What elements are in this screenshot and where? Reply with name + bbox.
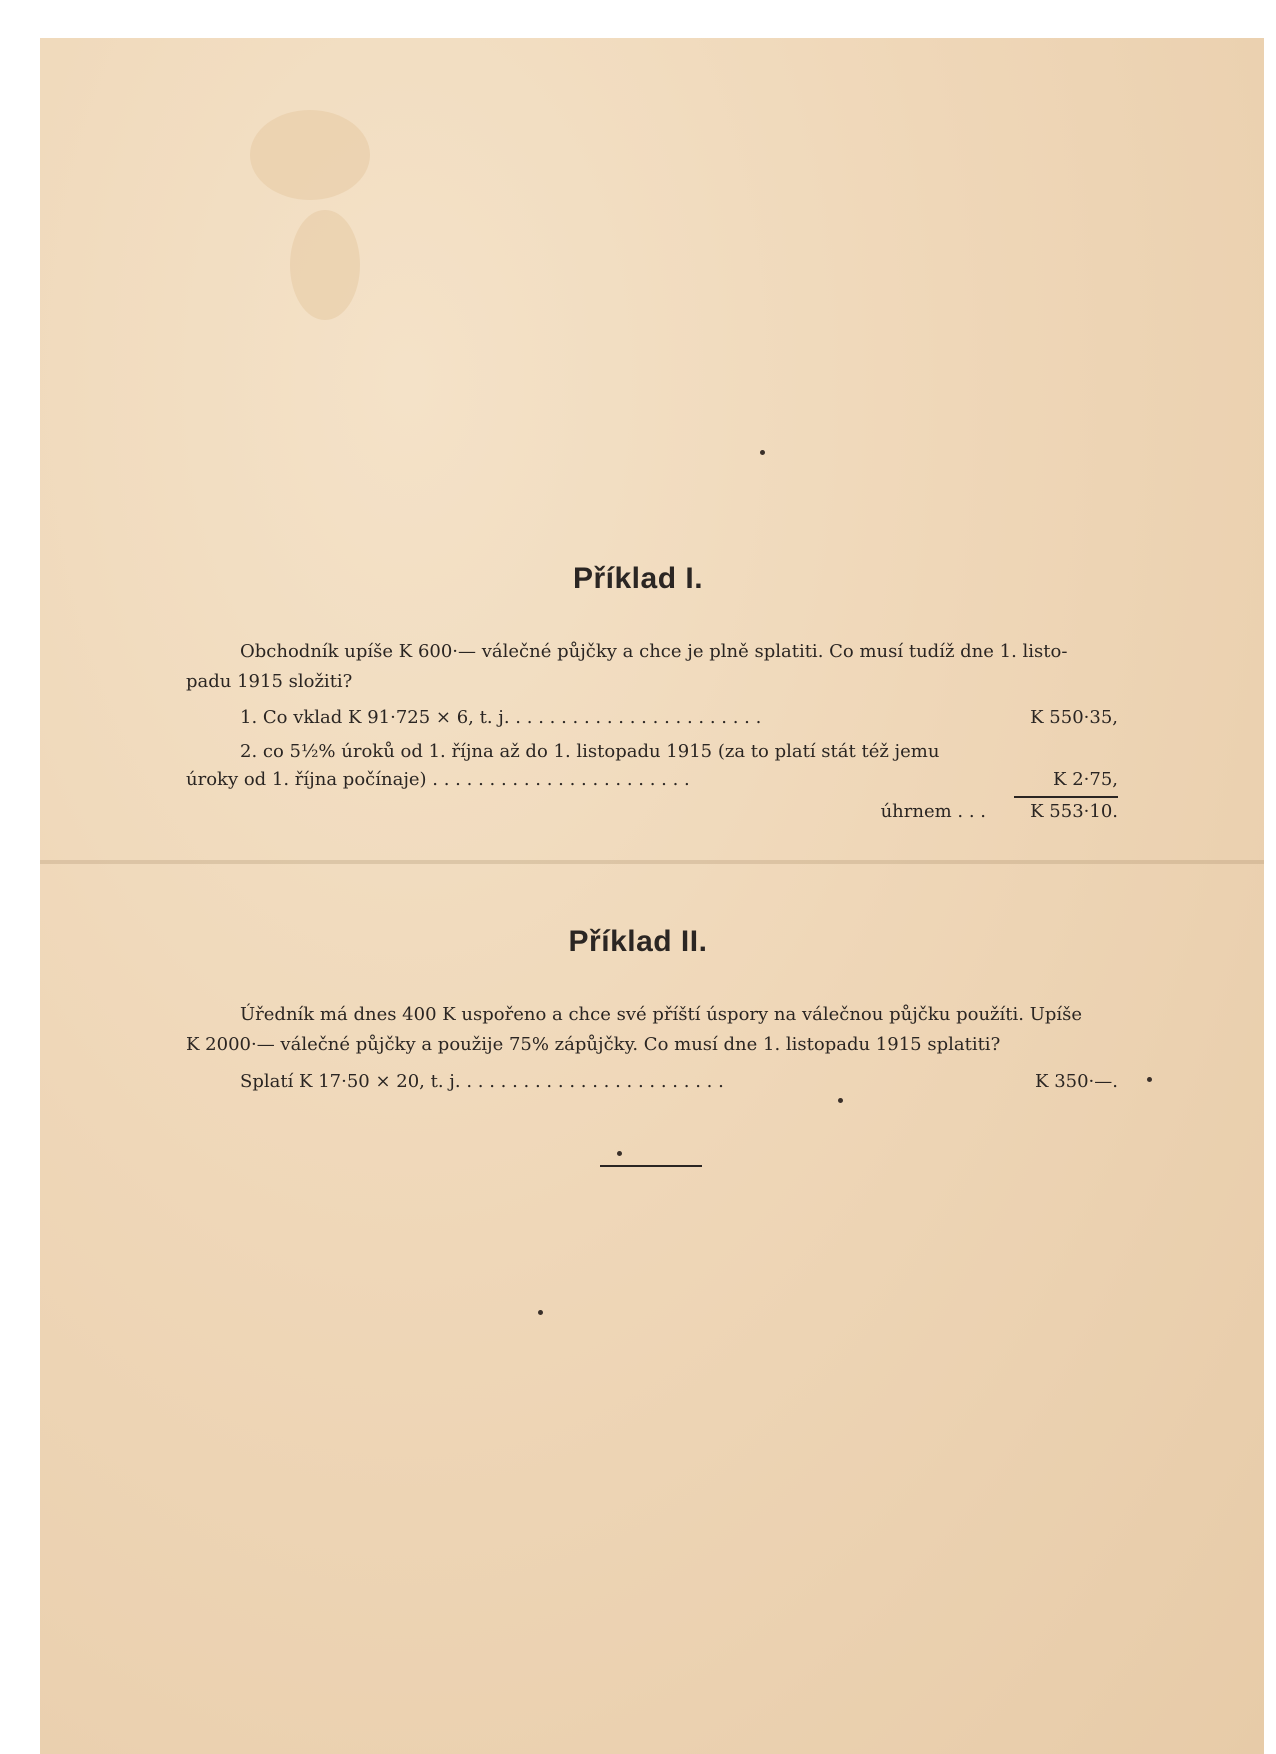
example-1-item-1: 1. Co vklad K 91·725 × 6, t. j. . . . . . . . . . . . . . . . . . . . . . . <box>240 707 762 728</box>
ink-speck <box>617 1151 622 1156</box>
example-1-total-label: úhrnem . . . <box>880 801 986 822</box>
ink-speck <box>760 450 765 455</box>
example-1-item-1-amount: K 550·35, <box>1030 707 1118 728</box>
example-1-item-2-line-1: 2. co 5½% úroků od 1. října až do 1. listopadu 1915 (za to platí stát též jemu <box>240 741 940 762</box>
ink-speck <box>1147 1077 1152 1082</box>
example-2-payment: Splatí K 17·50 × 20, t. j. . . . . . . . . . . . . . . . . . . . . . . . <box>240 1071 724 1092</box>
example-2-title: Příklad II. <box>568 925 708 958</box>
example-1-intro-line-2: padu 1915 složiti? <box>186 671 353 692</box>
example-1-intro-line-1: Obchodník upíše K 600·— válečné půjčky a chce je plně splatiti. Co musí tudíž dne 1. listo- <box>240 641 1068 662</box>
closing-rule <box>600 1165 702 1167</box>
example-2-payment-amount: K 350·—. <box>1035 1071 1118 1092</box>
example-1-item-2-amount: K 2·75, <box>1014 765 1118 798</box>
example-1-total-amount: K 553·10. <box>1030 801 1118 822</box>
example-2-intro-line-1: Úředník má dnes 400 K uspořeno a chce své příští úspory na válečnou půjčku použíti. Upíše <box>240 1004 1083 1025</box>
example-1-title: Příklad I. <box>572 562 704 595</box>
ink-speck <box>838 1098 843 1103</box>
ink-speck <box>538 1310 543 1315</box>
example-2-intro-line-2: K 2000·— válečné půjčky a použije 75% zápůjčky. Co musí dne 1. listopadu 1915 splatiti? <box>186 1034 1001 1055</box>
example-1-item-2-line-2: úroky od 1. října počínaje) . . . . . . . . . . . . . . . . . . . . . . . <box>186 769 690 790</box>
